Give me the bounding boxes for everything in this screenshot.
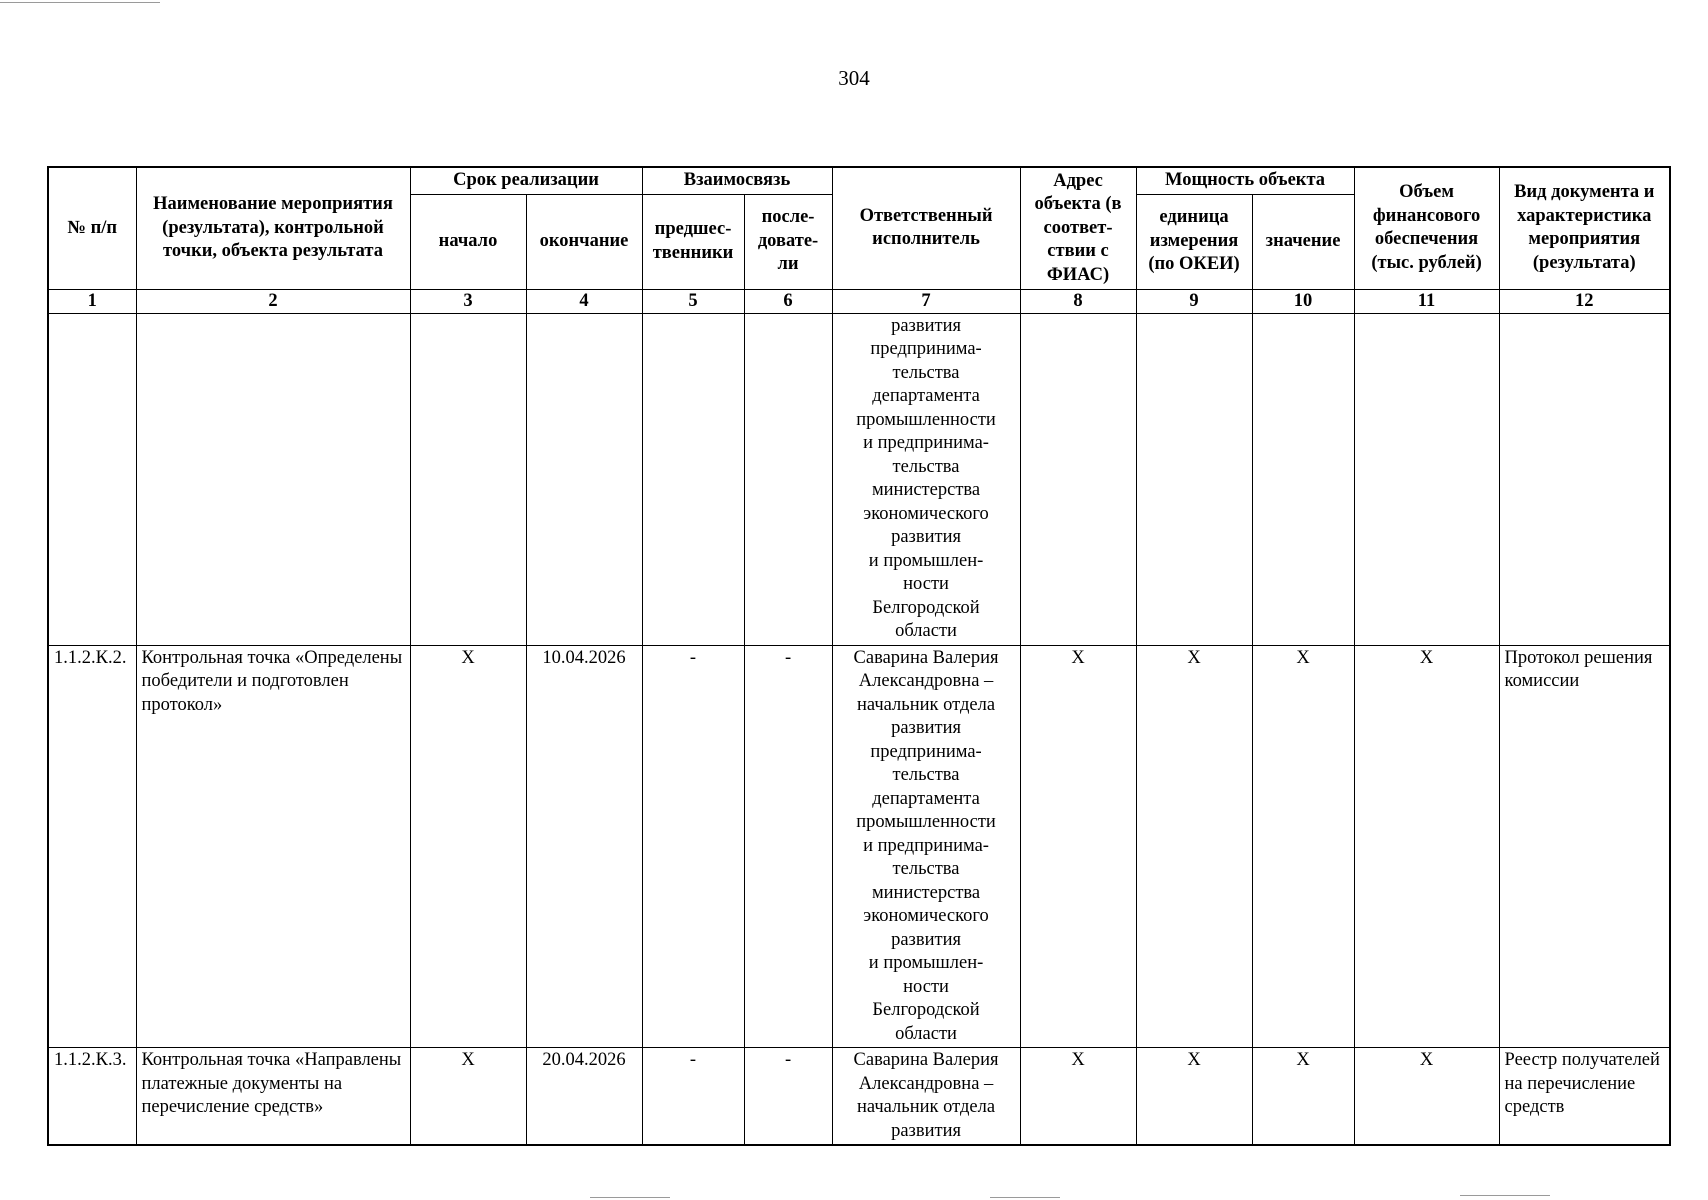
header-capacity: Мощность объекта [1136, 167, 1354, 194]
column-number: 8 [1020, 289, 1136, 313]
table-body [48, 313, 1670, 1145]
column-number: 2 [136, 289, 410, 313]
responsible-line: ности [903, 976, 949, 997]
responsible-line: Белгородской [872, 597, 980, 618]
column-number: 9 [1136, 289, 1252, 313]
cell-start: Х [410, 1048, 526, 1146]
cell-finance: Х [1354, 1048, 1499, 1146]
responsible-line: ности [903, 574, 949, 594]
responsible-line: области [895, 621, 957, 641]
header-link: Взаимосвязь [642, 167, 832, 194]
cell-successors: - [744, 1048, 832, 1146]
scan-artifact-line [590, 1197, 670, 1198]
cell-document: Реестр получателей на перечисление средств [1499, 1048, 1670, 1146]
responsible-line: развития [891, 1120, 961, 1141]
responsible-line: департамента [872, 386, 980, 406]
cell-address [1020, 313, 1136, 645]
column-number: 6 [744, 289, 832, 313]
responsible-line: области [895, 1023, 957, 1044]
responsible-line: развития [891, 315, 961, 336]
column-number-row [48, 289, 1670, 313]
responsible-line: развития [891, 929, 961, 950]
responsible-line: начальник отдела [857, 694, 996, 715]
column-number: 12 [1499, 289, 1670, 313]
responsible-line: развития [891, 718, 961, 738]
header-document: Вид документа и характеристика мероприятия (результата) [1499, 167, 1670, 289]
cell-unit [1136, 313, 1252, 645]
responsible-line: тельства [892, 456, 960, 477]
header-responsible: Ответственный исполнитель [832, 167, 1020, 289]
cell-address: Х [1020, 645, 1136, 1048]
activity-plan-table [47, 166, 1671, 1146]
header-end: окончание [526, 194, 642, 289]
column-number: 5 [642, 289, 744, 313]
cell-address: Х [1020, 1048, 1136, 1146]
responsible-line: экономического [863, 906, 989, 926]
cell-value: Х [1252, 1048, 1354, 1146]
cell-start: Х [410, 645, 526, 1048]
cell-predecessors [642, 313, 744, 645]
responsible-line: Александровна – [858, 1073, 994, 1094]
responsible-line: тельства [892, 859, 960, 879]
scan-artifact-line [0, 2, 160, 3]
responsible-line: Саварина Валерия [853, 647, 999, 668]
cell-successors: - [744, 645, 832, 1048]
column-number: 7 [832, 289, 1020, 313]
column-number: 10 [1252, 289, 1354, 313]
header-period: Срок реализации [410, 167, 642, 194]
header-value: значение [1252, 194, 1354, 289]
responsible-line: департамента [872, 788, 980, 809]
responsible-line: промышленности [856, 812, 996, 832]
scan-artifact-line [990, 1197, 1060, 1198]
responsible-line: экономического [863, 503, 989, 524]
responsible-line: и предпринима- [863, 835, 989, 856]
column-number: 1 [48, 289, 136, 313]
column-number: 3 [410, 289, 526, 313]
table-row [48, 1048, 1670, 1146]
cell-responsible [832, 645, 1020, 1048]
header-finance: Объем финансового обеспечения (тыс. рублей) [1354, 167, 1499, 289]
cell-successors [744, 313, 832, 645]
table-row [48, 645, 1670, 1048]
responsible-line: министерства [871, 480, 981, 500]
responsible-line: Белгородской [872, 1000, 980, 1020]
cell-end: 20.04.2026 [526, 1048, 642, 1146]
cell-no: 1.1.2.К.2. [48, 645, 136, 1048]
cell-start [410, 313, 526, 645]
cell-value [1252, 313, 1354, 645]
cell-name: Контрольная точка «Определены победители и подготовлен протокол» [136, 645, 410, 1048]
cell-document: Протокол решения комиссии [1499, 645, 1670, 1048]
responsible-line: предпринима- [870, 339, 982, 359]
header-start: начало [410, 194, 526, 289]
cell-no: 1.1.2.К.3. [48, 1048, 136, 1146]
cell-responsible [832, 1048, 1020, 1146]
cell-no [48, 313, 136, 645]
cell-document [1499, 313, 1670, 645]
responsible-line: и предпринима- [863, 433, 989, 453]
column-number: 4 [526, 289, 642, 313]
responsible-line: тельства [892, 362, 960, 383]
cell-value: Х [1252, 645, 1354, 1048]
responsible-line: промышленности [856, 409, 996, 430]
cell-end: 10.04.2026 [526, 645, 642, 1048]
responsible-line: тельства [892, 765, 960, 785]
cell-finance [1354, 313, 1499, 645]
responsible-line: и промышлен- [868, 550, 984, 571]
column-number: 11 [1354, 289, 1499, 313]
table-header [48, 167, 1670, 313]
header-predecessors: предшес-твенники [642, 194, 744, 289]
cell-predecessors: - [642, 645, 744, 1048]
cell-predecessors: - [642, 1048, 744, 1146]
responsible-line: предпринима- [870, 741, 982, 762]
responsible-line: начальник отдела [857, 1097, 996, 1117]
cell-name [136, 313, 410, 645]
header-successors: после-довате-ли [744, 194, 832, 289]
header-name: Наименование мероприятия (результата), контрольной точки, объекта результата [136, 167, 410, 289]
responsible-line: Саварина Валерия [853, 1050, 999, 1070]
header-unit: единица измерения (по ОКЕИ) [1136, 194, 1252, 289]
responsible-line: и промышлен- [868, 953, 984, 973]
header-address: Адрес объекта (в соответ-ствии с ФИАС) [1020, 167, 1136, 289]
cell-name: Контрольная точка «Направлены платежные документы на перечисление средств» [136, 1048, 410, 1146]
cell-responsible [832, 313, 1020, 645]
page-number: 304 [838, 66, 870, 90]
cell-finance: Х [1354, 645, 1499, 1048]
cell-unit: Х [1136, 645, 1252, 1048]
table-row-continuation [48, 313, 1670, 645]
responsible-line: Александровна – [858, 671, 994, 691]
header-no: № п/п [48, 167, 136, 289]
cell-unit: Х [1136, 1048, 1252, 1146]
cell-end [526, 313, 642, 645]
responsible-line: министерства [871, 882, 981, 903]
scan-artifact-line [1460, 1195, 1550, 1196]
responsible-line: развития [891, 527, 961, 547]
